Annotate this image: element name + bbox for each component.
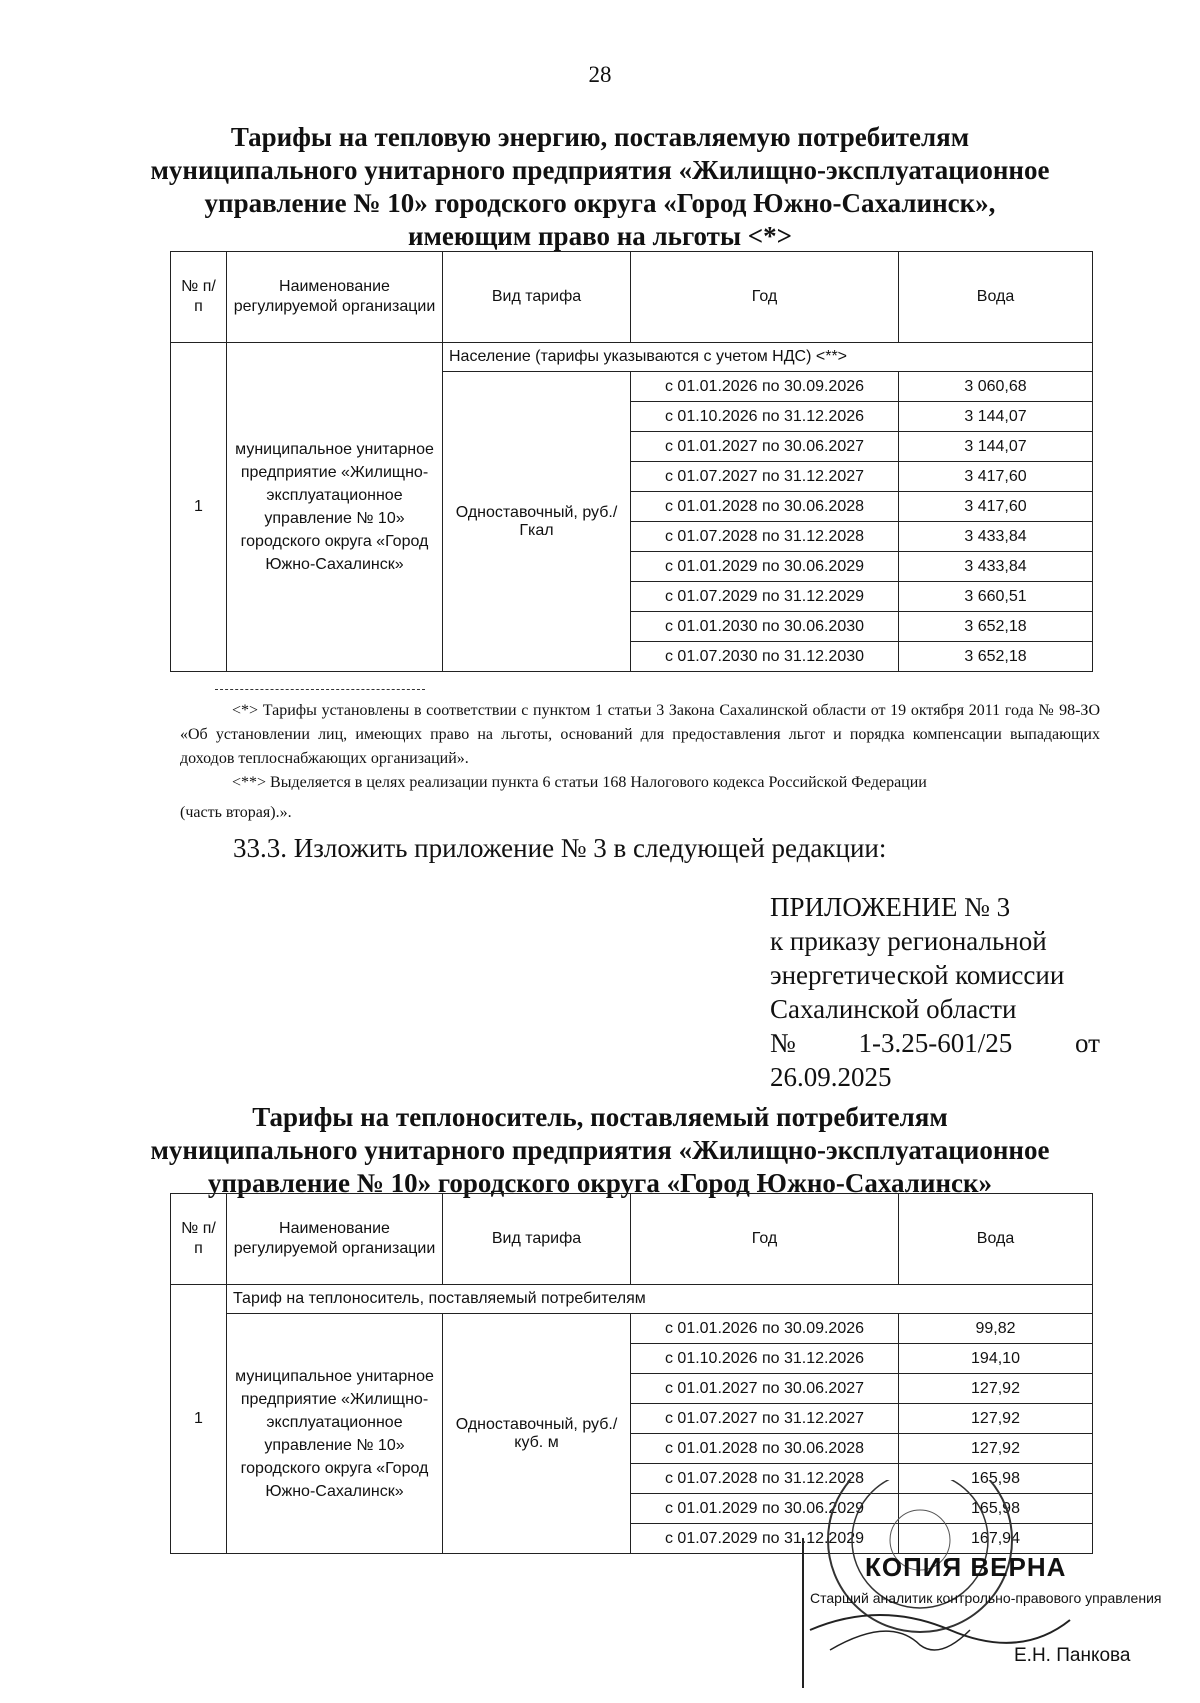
header-org: Наименование регулируемой организации [227,1194,443,1285]
header-year: Год [631,1194,899,1285]
period-cell: с 01.07.2029 по 31.12.2029 [631,582,899,612]
footnote-separator [215,689,425,690]
page-number: 28 [588,62,612,87]
period-cell: с 01.01.2026 по 30.09.2026 [631,372,899,402]
certifier-position: Старший аналитик контрольно-правового управления [810,1590,1162,1606]
instruction-text: 33.3. Изложить приложение № 3 в следующей редакции: [233,833,887,863]
title-line: управление № 10» городского округа «Город Южно-Сахалинск», [204,188,996,218]
group-label: Население (тарифы указываются с учетом НДС) <**> [443,343,1093,372]
title-line: муниципального унитарного предприятия «Жилищно-эксплуатационное [150,1135,1050,1165]
footnote-1: <*> Тарифы установлены в соответствии с пунктом 1 статьи 3 Закона Сахалинской области от 19 октября 2011 года № 98-ЗО «Об установлении лиц, имеющих право на льготы, оснований для предоставления льгот и порядка компенсации выпадающих доходов теплоснабжающих организаций». [180,702,1100,767]
water-value-cell: 165,98 [899,1464,1093,1494]
title-line: Тарифы на теплоноситель, поставляемый потребителям [252,1102,948,1132]
footnote-2-continuation: (часть вторая).». [180,804,292,821]
water-value-cell: 3 433,84 [899,552,1093,582]
period-cell: с 01.01.2028 по 30.06.2028 [631,1434,899,1464]
group-label: Тариф на теплоноситель, поставляемый потребителям [227,1285,1093,1314]
water-value-cell: 127,92 [899,1434,1093,1464]
order-number: 1-3.25-601/25 [858,1028,1013,1058]
period-cell: с 01.07.2027 по 31.12.2027 [631,1404,899,1434]
water-value-cell: 99,82 [899,1314,1093,1344]
header-num: № п/п [171,252,227,343]
appendix-line: ПРИЛОЖЕНИЕ № 3 [770,892,1011,922]
table-header-row [171,252,1093,343]
row-number: 1 [171,343,227,672]
group-row [171,343,1093,372]
header-water: Вода [899,1194,1093,1285]
organization-name: муниципальное унитарное предприятие «Жилищно-эксплуатационное управление № 10» городского округа «Город Южно-Сахалинск» [227,343,443,672]
period-cell: с 01.07.2027 по 31.12.2027 [631,462,899,492]
period-cell: с 01.07.2030 по 31.12.2030 [631,642,899,672]
header-num: № п/п [171,1194,227,1285]
water-value-cell: 3 652,18 [899,612,1093,642]
header-tariff-type: Вид тарифа [443,1194,631,1285]
water-value-cell: 127,92 [899,1374,1093,1404]
group-row [171,1285,1093,1314]
title-line: имеющим право на льготы <*> [407,221,793,251]
period-cell: с 01.10.2026 по 31.12.2026 [631,1344,899,1374]
table-row [171,1314,1093,1344]
from-word: от [1075,1028,1100,1058]
water-value-cell: 3 060,68 [899,372,1093,402]
water-value-cell: 3 660,51 [899,582,1093,612]
header-tariff-type: Вид тарифа [443,252,631,343]
certification-stamp [770,1480,1162,1690]
table-header-row [171,1194,1093,1285]
water-value-cell: 127,92 [899,1404,1093,1434]
header-water: Вода [899,252,1093,343]
header-year: Год [631,252,899,343]
water-value-cell: 3 417,60 [899,462,1093,492]
footnote-2: <**> Выделяется в целях реализации пункта 6 статьи 168 Налогового кодекса Российской Федерации [232,774,927,791]
period-cell: с 01.07.2028 по 31.12.2028 [631,522,899,552]
title-line: управление № 10» городского округа «Город Южно-Сахалинск» [207,1168,993,1198]
appendix-line: к приказу региональной [770,926,1047,956]
period-cell: с 01.01.2029 по 30.06.2029 [631,1494,899,1524]
period-cell: с 01.01.2026 по 30.09.2026 [631,1314,899,1344]
period-cell: с 01.01.2027 по 30.06.2027 [631,432,899,462]
period-cell: с 01.07.2029 по 31.12.2029 [631,1524,899,1554]
order-number-line [770,1026,1100,1060]
number-sign: № [770,1028,796,1058]
footnotes [180,699,1100,825]
water-value-cell: 167,94 [899,1524,1093,1554]
water-value-cell: 194,10 [899,1344,1093,1374]
period-cell: с 01.01.2027 по 30.06.2027 [631,1374,899,1404]
row-number: 1 [171,1285,227,1554]
tariff-type-cell: Одноставочный, руб./Гкал [443,372,631,672]
period-cell: с 01.07.2028 по 31.12.2028 [631,1464,899,1494]
water-value-cell: 3 144,07 [899,432,1093,462]
period-cell: с 01.01.2028 по 30.06.2028 [631,492,899,522]
organization-name: муниципальное унитарное предприятие «Жилищно-эксплуатационное управление № 10» городского округа «Город Южно-Сахалинск» [227,1314,443,1554]
tariff-type-cell: Одноставочный, руб./куб. м [443,1314,631,1554]
water-value-cell: 165,98 [899,1494,1093,1524]
water-value-cell: 3 144,07 [899,402,1093,432]
title-line: муниципального унитарного предприятия «Жилищно-эксплуатационное [150,155,1050,185]
coolant-tariff-title [120,1101,1080,1200]
heat-tariff-title [120,121,1080,253]
period-cell: с 01.01.2030 по 30.06.2030 [631,612,899,642]
heat-tariff-table [170,251,1093,672]
appendix-line: Сахалинской области [770,994,1017,1024]
order-date: 26.09.2025 [770,1062,892,1092]
water-value-cell: 3 417,60 [899,492,1093,522]
certifier-name: Е.Н. Панкова [1014,1645,1131,1666]
appendix-header [770,890,1100,1094]
water-value-cell: 3 433,84 [899,522,1093,552]
title-line: Тарифы на тепловую энергию, поставляемую потребителям [230,122,970,152]
copy-true-label: КОПИЯ ВЕРНА [865,1552,1067,1582]
appendix-line: энергетической комиссии [770,960,1065,990]
water-value-cell: 3 652,18 [899,642,1093,672]
period-cell: с 01.10.2026 по 31.12.2026 [631,402,899,432]
header-org: Наименование регулируемой организации [227,252,443,343]
period-cell: с 01.01.2029 по 30.06.2029 [631,552,899,582]
